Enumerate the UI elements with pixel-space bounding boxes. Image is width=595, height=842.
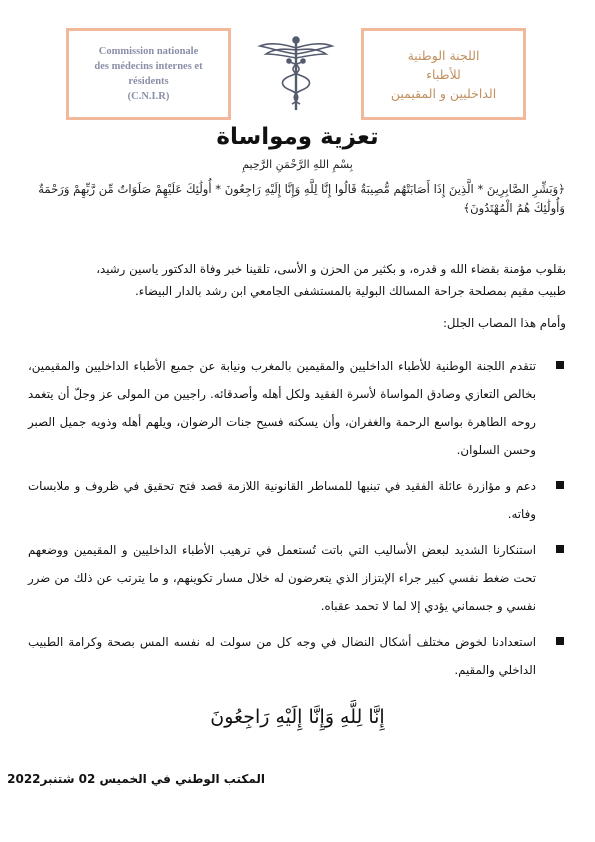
list-item-text: استعدادنا لخوض مختلف أشكال النضال في وجه كل من سولت له نفسه المس بصحة وكرامة الطبيب الداخلي والمقيم.: [28, 635, 536, 677]
list-item: [28, 536, 566, 620]
intro-line: طبيب مقيم بمصلحة جراحة المسالك البولية بالمستشفى الجامعي ابن رشد بالدار البيضاء.: [135, 284, 566, 298]
lead-sentence: وأمام هذا المصاب الجلل:: [442, 316, 566, 330]
basmala: بِسْمِ اللهِ الرَّحْمَنِ الرَّحِيمِ: [242, 158, 353, 171]
letterhead-arabic-line: الداخليين و المقيمين: [390, 85, 497, 101]
letterhead-arabic-line: للأطباء: [426, 66, 461, 82]
letterhead-arabic-box: [361, 28, 526, 120]
closing-verse: إِنَّا لِلَّهِ وَإِنَّا إِلَيْهِ رَاجِعُونَ: [210, 706, 385, 728]
signature-line: المكتب الوطني في الخميس 02 شتنبر2022: [7, 772, 265, 786]
letterhead-french-line: des médecins internes et: [94, 61, 203, 72]
document-title: تعزية ومواساة: [216, 124, 379, 150]
intro-line: بقلوب مؤمنة بقضاء الله و قدره، و بكثير من الحزن و الأسى، تلقينا خبر وفاة الدكتور ياسين رشيد،: [96, 262, 566, 276]
intro-paragraph: [28, 258, 566, 302]
letterhead-french-line: Commission nationale: [98, 46, 199, 57]
square-bullet-icon: [556, 637, 564, 645]
caduceus-icon: [254, 34, 338, 114]
list-item-text: دعم و مؤازرة عائلة الفقيد في تبنيها للمساطر القانونية اللازمة قصد فتح تحقيق في ظروف و ملابسات وفاته.: [28, 479, 536, 521]
quran-verse: ﴿وَبَشِّرِ الصَّابِرِينَ * الَّذِينَ إِذَا أَصَابَتْهُم مُّصِيبَةٌ قَالُوا إِنَّا لِلَّهِ وَإِنَّا إِلَيْهِ رَاجِعُونَ * أُولَٰئِكَ عَلَيْهِمْ صَلَوَاتٌ مِّن رَّبِّهِمْ وَرَحْمَةٌ وَأُولَٰئِكَ هُمُ الْمُهْتَدُونَ﴾: [38, 182, 565, 215]
letterhead-arabic-line: اللجنة الوطنية: [407, 47, 480, 63]
square-bullet-icon: [556, 481, 564, 489]
statement-list: [28, 352, 566, 692]
letterhead-french-line: résidents: [128, 76, 169, 87]
list-item-text: تتقدم اللجنة الوطنية للأطباء الداخليين والمقيمين بالمغرب ونيابة عن جميع الأطباء الداخليين والمقيمين، بخالص التعازي وصادق المواساة لأسرة الفقيد ولكل أهله وأصدقائه. راجيين من المولى عز وجلّ أن يتغمد روحه الطاهرة بواسع الرحمة والغفران، وأن يسكنه فسيح جنات الرضوان، ويلهم أهله وذويه جميل الصبر وحسن السلوان.: [28, 359, 536, 457]
list-item: [28, 628, 566, 684]
letterhead-french-line: (C.N.I.R): [127, 91, 170, 102]
letterhead-french-box: [66, 28, 231, 120]
letterhead: [66, 28, 526, 124]
square-bullet-icon: [556, 361, 564, 369]
list-item: [28, 352, 566, 464]
list-item-text: استنكارنا الشديد لبعض الأساليب التي باتت تُستعمل في ترهيب الأطباء الداخليين و المقيمين ووضعهم تحت ضغط نفسي كبير جراء الإبتزاز الذي يتعرضون له خلال مسار تكوينهم، و ما يترتب عن ذلك من ضرر نفسي و جسماني يؤدي إلا لما لا تحمد عقباه.: [28, 543, 536, 613]
list-item: [28, 472, 566, 528]
square-bullet-icon: [556, 545, 564, 553]
